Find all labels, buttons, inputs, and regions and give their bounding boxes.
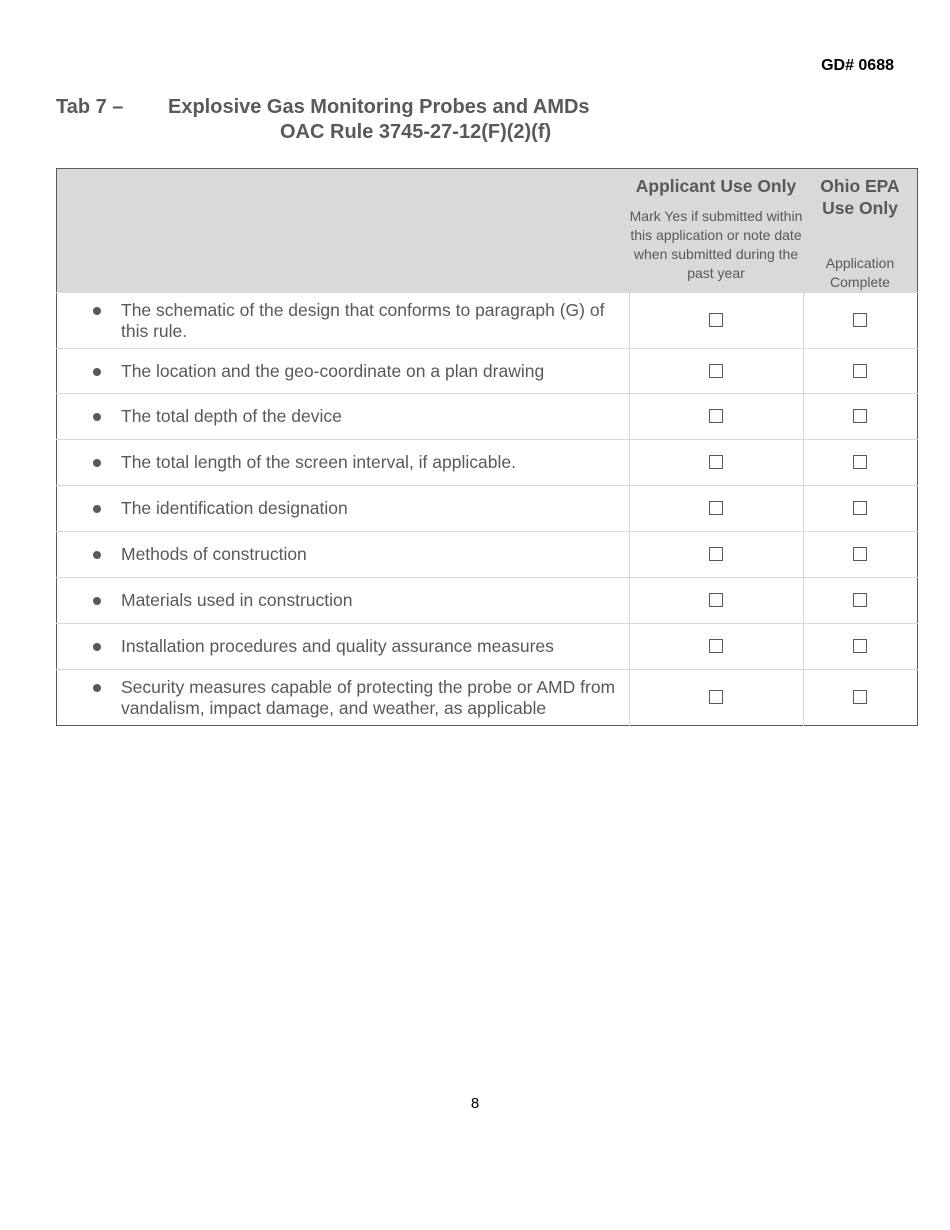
item-text: The schematic of the design that conforms to paragraph (G) of this rule. (121, 300, 605, 341)
bullet-icon (93, 413, 101, 421)
epa-checkbox-cell (803, 670, 918, 726)
item-description-cell (57, 394, 630, 440)
item-text: The location and the geo-coordinate on a plan drawing (121, 361, 545, 381)
epa-checkbox[interactable] (853, 639, 867, 653)
checklist-row (57, 578, 918, 624)
section-heading: Explosive Gas Monitoring Probes and AMDs (168, 96, 590, 118)
applicant-checkbox[interactable] (709, 409, 723, 423)
bullet-icon (93, 643, 101, 651)
bullet-icon (93, 505, 101, 513)
item-text: Materials used in construction (121, 590, 353, 610)
epa-checkbox-cell (803, 486, 918, 532)
bullet-icon (93, 597, 101, 605)
item-description-cell (57, 578, 630, 624)
checklist-row (57, 486, 918, 532)
bullet-icon (93, 684, 101, 692)
applicant-checkbox-cell (629, 440, 803, 486)
item-description-cell (57, 624, 630, 670)
description-header-cell (57, 169, 630, 293)
applicant-checkbox-cell (629, 486, 803, 532)
applicant-checkbox-cell (629, 293, 803, 349)
item-description-cell (57, 532, 630, 578)
applicant-checkbox-cell (629, 670, 803, 726)
applicant-checkbox-cell (629, 624, 803, 670)
section-title (56, 95, 696, 145)
applicant-checkbox[interactable] (709, 501, 723, 515)
epa-checkbox-cell (803, 293, 918, 349)
item-text: The identification designation (121, 498, 348, 518)
item-description-cell (57, 293, 630, 349)
applicant-checkbox[interactable] (709, 547, 723, 561)
epa-checkbox[interactable] (853, 690, 867, 704)
applicant-checkbox-cell (629, 532, 803, 578)
epa-header-cell (803, 169, 918, 293)
tab-label: Tab 7 – (56, 96, 124, 118)
checklist-row (57, 624, 918, 670)
item-text: Security measures capable of protecting the probe or AMD from vandalism, impact damage, and weather, as applicable (121, 677, 616, 718)
checklist-row (57, 349, 918, 394)
applicant-checkbox[interactable] (709, 313, 723, 327)
bullet-icon (93, 551, 101, 559)
checklist-row (57, 394, 918, 440)
epa-checkbox-cell (803, 349, 918, 394)
checklist-table (56, 168, 918, 726)
epa-checkbox-cell (803, 394, 918, 440)
applicant-checkbox[interactable] (709, 593, 723, 607)
epa-use-only-header: Ohio EPA Use Only (820, 176, 900, 218)
page-number: 8 (470, 1095, 480, 1112)
applicant-use-only-header: Applicant Use Only (635, 176, 797, 196)
epa-checkbox-cell (803, 440, 918, 486)
checklist-row (57, 532, 918, 578)
epa-checkbox[interactable] (853, 313, 867, 327)
item-text: Installation procedures and quality assurance measures (121, 636, 554, 656)
epa-checkbox[interactable] (853, 593, 867, 607)
applicant-checkbox[interactable] (709, 690, 723, 704)
bullet-icon (93, 459, 101, 467)
bullet-icon (93, 307, 101, 315)
item-description-cell (57, 670, 630, 726)
checklist-row (57, 440, 918, 486)
epa-checkbox-cell (803, 624, 918, 670)
bullet-icon (93, 368, 101, 376)
applicant-checkbox[interactable] (709, 639, 723, 653)
epa-checkbox-cell (803, 578, 918, 624)
epa-checkbox[interactable] (853, 501, 867, 515)
epa-checkbox[interactable] (853, 547, 867, 561)
item-text: The total length of the screen interval, if applicable. (121, 452, 516, 472)
table-header-row (57, 169, 918, 293)
applicant-checkbox-cell (629, 349, 803, 394)
epa-checkbox[interactable] (853, 455, 867, 469)
epa-instructions: Application Complete (825, 255, 895, 290)
item-description-cell (57, 486, 630, 532)
item-text: The total depth of the device (121, 406, 342, 426)
applicant-header-cell (629, 169, 803, 293)
item-text: Methods of construction (121, 544, 307, 564)
item-description-cell (57, 349, 630, 394)
epa-checkbox-cell (803, 532, 918, 578)
epa-checkbox[interactable] (853, 364, 867, 378)
epa-checkbox[interactable] (853, 409, 867, 423)
checklist-row (57, 670, 918, 726)
checklist-row (57, 293, 918, 349)
applicant-checkbox-cell (629, 394, 803, 440)
item-description-cell (57, 440, 630, 486)
document-number: GD# 0688 (821, 57, 894, 74)
applicant-checkbox-cell (629, 578, 803, 624)
applicant-checkbox[interactable] (709, 364, 723, 378)
applicant-instructions: Mark Yes if submitted within this application or note date when submitted during the past year (629, 208, 803, 281)
rule-reference: OAC Rule 3745-27-12(F)(2)(f) (280, 121, 552, 143)
applicant-checkbox[interactable] (709, 455, 723, 469)
